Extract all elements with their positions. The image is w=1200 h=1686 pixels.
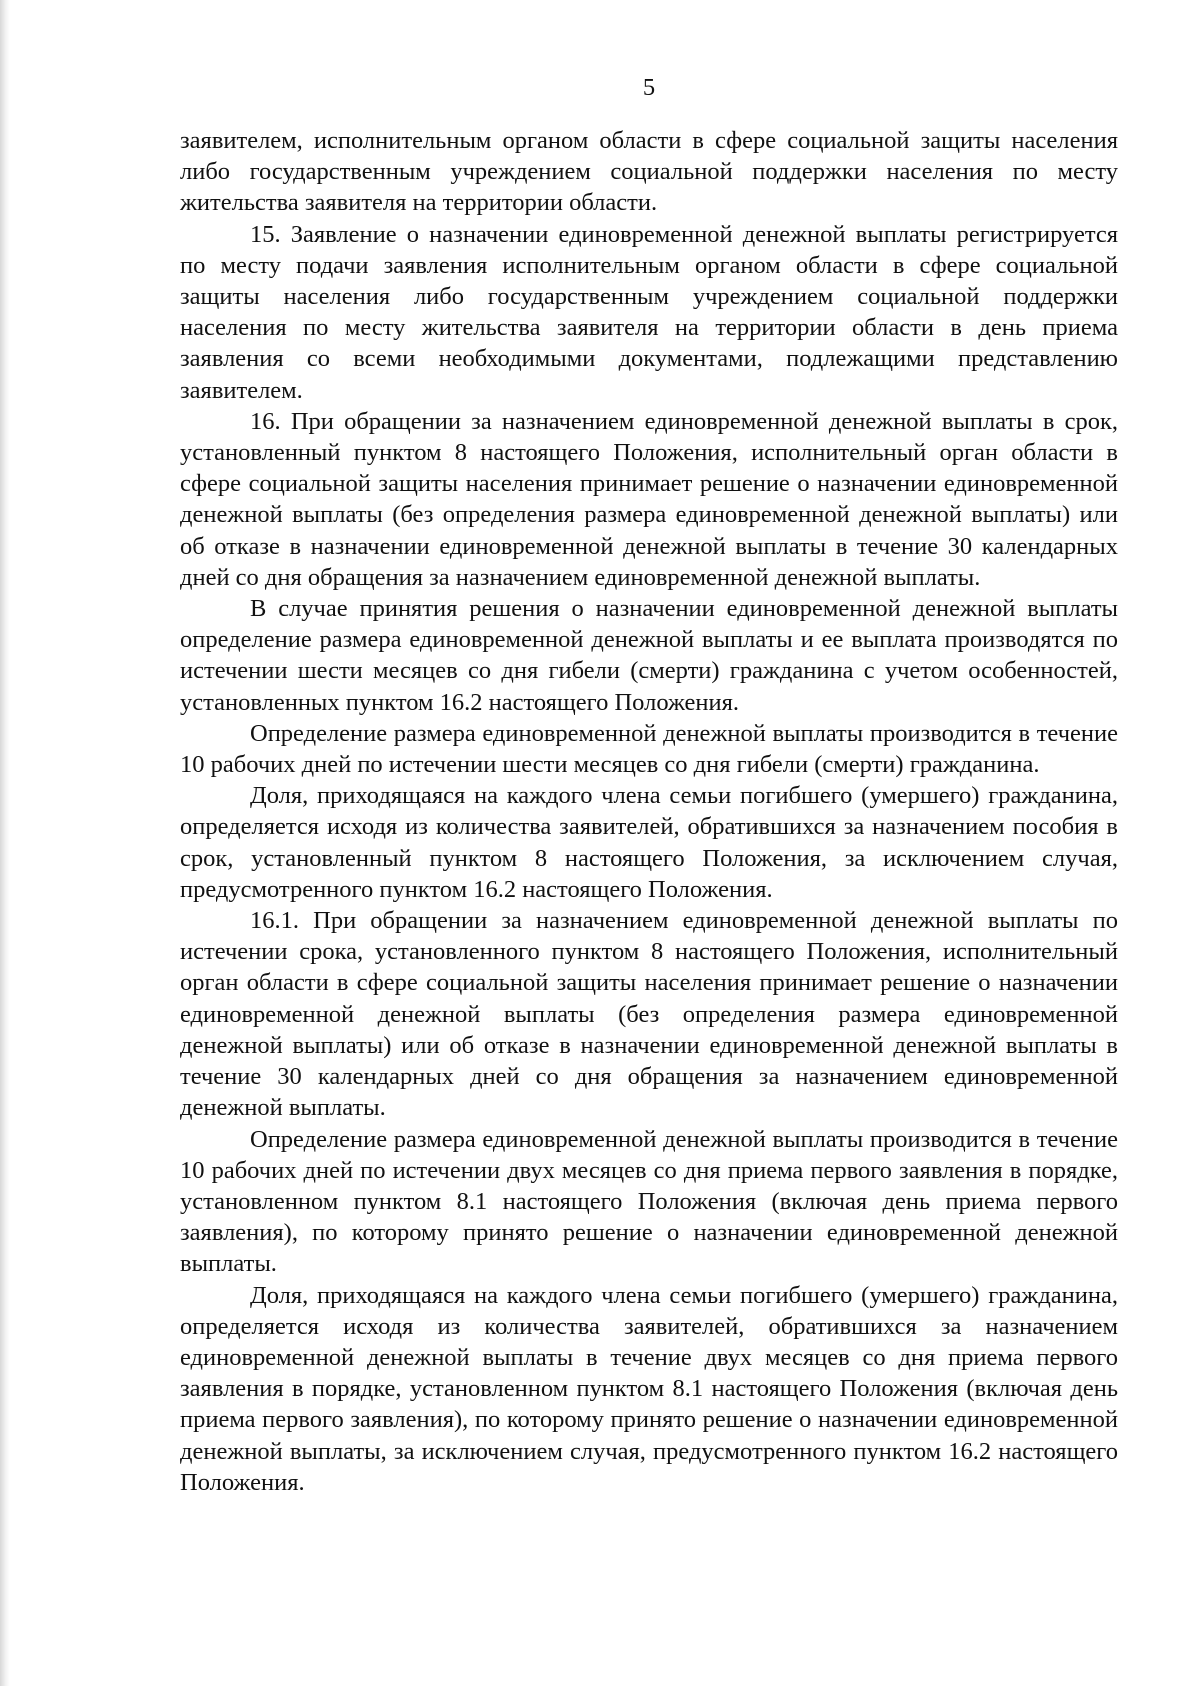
page-number: 5 [642, 74, 656, 101]
paragraph-continuation: заявителем, исполнительным органом области в сфере социальной защиты населения либо государственным учреждением социальной поддержки населения по месту жительства заявителя на территории области. [180, 127, 1118, 217]
paragraph-share-calculation-late: Доля, приходящаяся на каждого члена семьи погибшего (умершего) гражданина, определяется исходя из количества заявителей, обратившихся за назначением единовременной денежной выплаты в течение двух месяцев со дня приема первого заявления в порядке, установленном пунктом 8.1 настоящего Положения (включая день приема первого заявления), по которому принято решение о назначении единовременной денежной выплаты, за исключением случая, предусмотренного пунктом 16.2 настоящего Положения. [180, 1281, 1118, 1496]
paragraph-item-16: 16. При обращении за назначением единовременной денежной выплаты в срок, установленный пунктом 8 настоящего Положения, исполнительный орган области в сфере социальной защиты населения принимает решение о назначении единовременной денежной выплаты (без определения размера единовременной денежной выплаты) или об отказе в назначении единовременной денежной выплаты в течение 30 календарных дней со дня обращения за назначением единовременной денежной выплаты. [180, 407, 1118, 591]
paragraph-item-15: 15. Заявление о назначении единовременной денежной выплаты регистрируется по месту подачи заявления исполнительным органом области в сфере социальной защиты населения либо государственным учреждением социальной поддержки населения по месту жительства заявителя на территории области в день приема заявления со всеми необходимыми документами, подлежащими представлению заявителем. [180, 220, 1118, 404]
paragraph-item-16-1: 16.1. При обращении за назначением единовременной денежной выплаты по истечении срока, установленного пунктом 8 настоящего Положения, исполнительный орган области в сфере социальной защиты населения принимает решение о назначении единовременной денежной выплаты (без определения размера единовременной денежной выплаты) или об отказе в назначении единовременной денежной выплаты в течение 30 календарных дней со дня обращения за назначением единовременной денежной выплаты. [180, 907, 1118, 1122]
paragraph-payment-timing: В случае принятия решения о назначении единовременной денежной выплаты определение размера единовременной денежной выплаты и ее выплата производятся по истечении шести месяцев со дня гибели (смерти) гражданина с учетом особенностей, установленных пунктом 16.2 настоящего Положения. [180, 595, 1118, 716]
paragraph-amount-determination-late: Определение размера единовременной денежной выплаты производится в течение 10 рабочих дней по истечении двух месяцев со дня приема первого заявления в порядке, установленном пунктом 8.1 настоящего Положения (включая день приема первого заявления), по которому принято решение о назначении единовременной денежной выплаты. [180, 1125, 1118, 1278]
paragraph-amount-determination: Определение размера единовременной денежной выплаты производится в течение 10 рабочих дней по истечении шести месяцев со дня гибели (смерти) гражданина. [180, 719, 1118, 779]
paragraph-share-calculation: Доля, приходящаяся на каждого члена семьи погибшего (умершего) гражданина, определяется исходя из количества заявителей, обратившихся за назначением пособия в срок, установленный пунктом 8 настоящего Положения, за исключением случая, предусмотренного пунктом 16.2 настоящего Положения. [180, 782, 1118, 903]
